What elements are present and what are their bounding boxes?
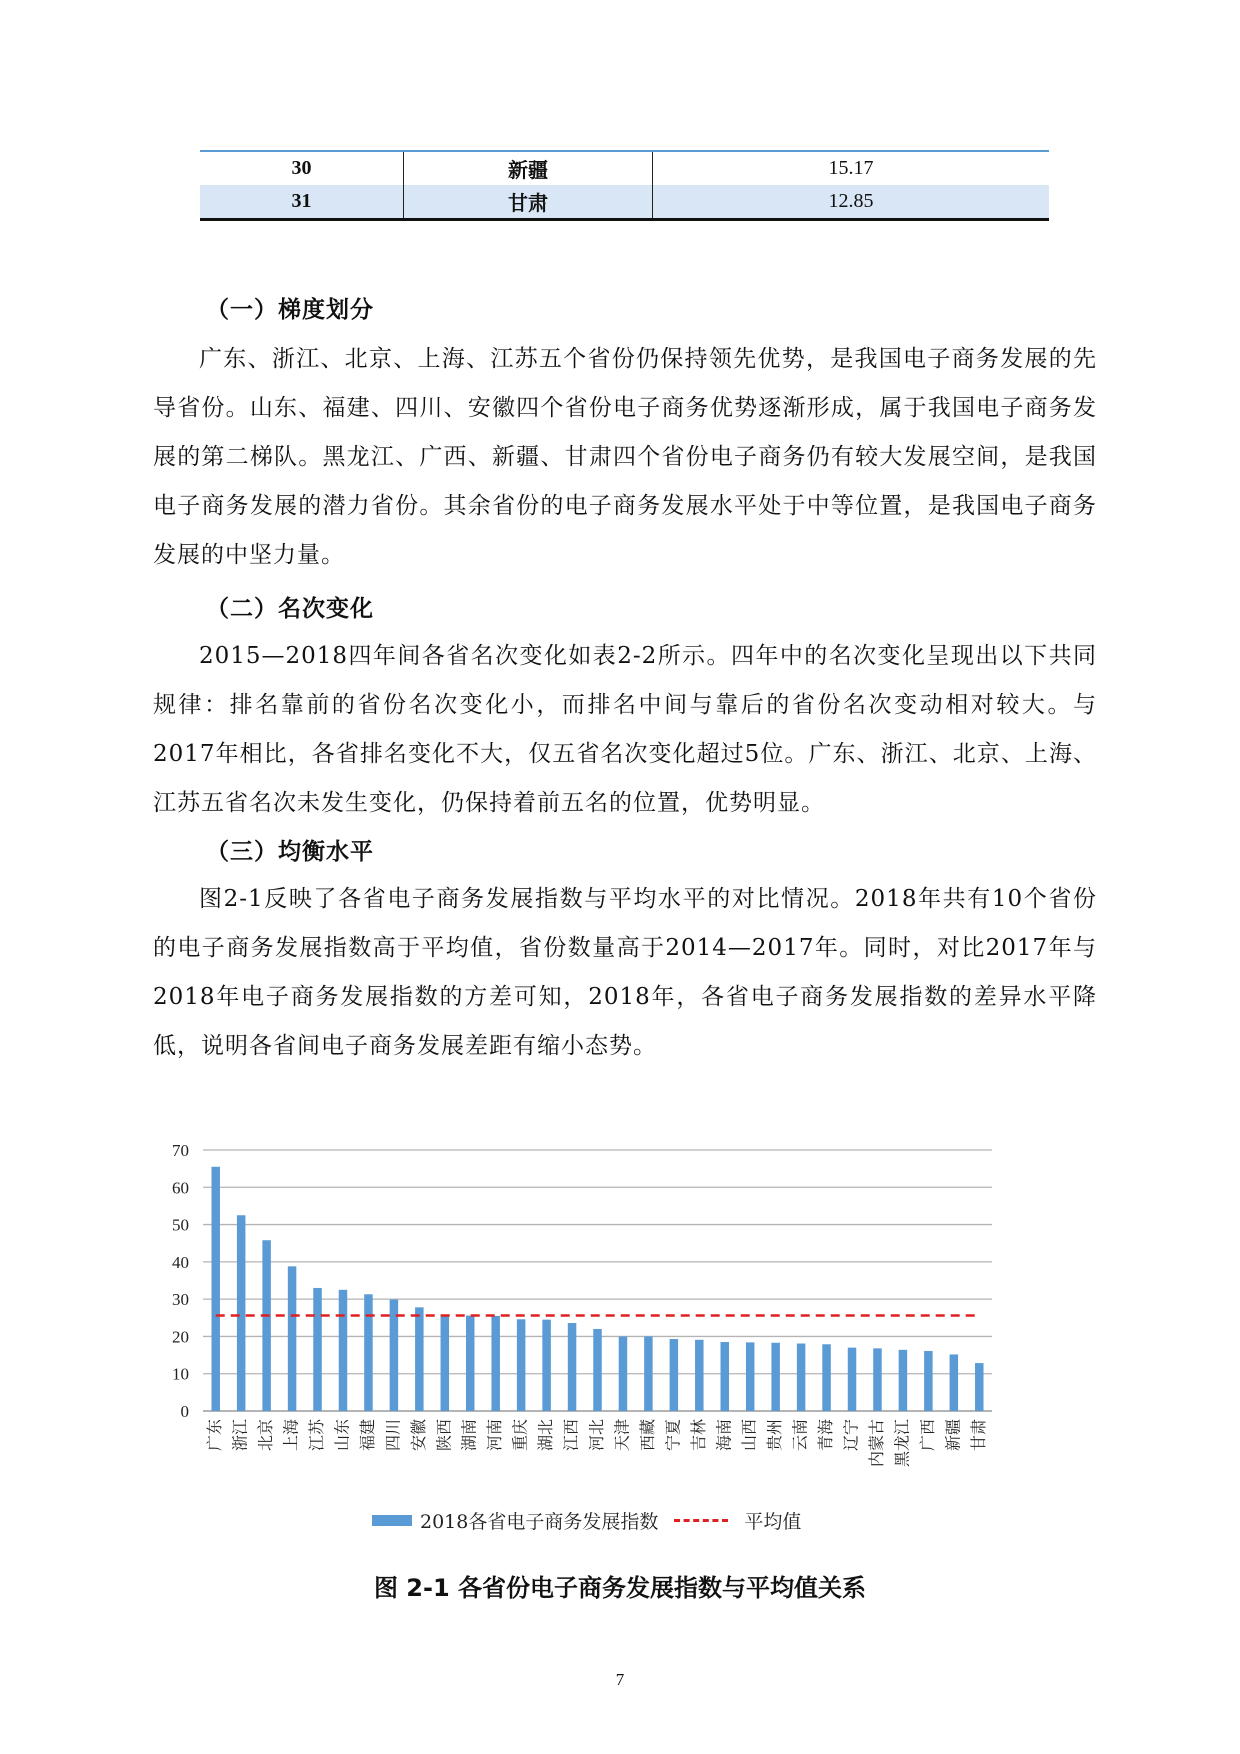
chart-bar [670,1339,679,1411]
section-paragraph-gradient: 广东、浙江、北京、上海、江苏五个省份仍保持领先优势，是我国电子商务发展的先导省份。山东、福建、四川、安徽四个省份电子商务优势逐渐形成，属于我国电子商务发展的第二梯队。黑龙江、广西、新疆、甘肃四个省份电子商务仍有较大发展空间，是我国电子商务发展的潜力省份。其余省份的电子商务发展水平处于中等位置，是我国电子商务发展的中坚力量。 [153,346,1097,568]
chart-bar [619,1336,628,1411]
y-tick-label: 50 [172,1215,189,1235]
legend-average-label: 平均值 [744,1511,802,1533]
y-tick-label: 60 [172,1178,189,1198]
chart-bar [950,1354,959,1411]
x-tick-label: 内蒙古 [866,1419,886,1468]
section-paragraph-balance: 图2-1反映了各省电子商务发展指数与平均水平的对比情况。2018年共有10个省份的电子商务发展指数高于平均值，省份数量高于2014—2017年。同时，对比2017年与2018年电子商务发展指数的方差可知，2018年，各省电子商务发展指数的差异水平降低，说明各省间电子商务发展差距有缩小态势。 [153,886,1097,1059]
x-tick-label: 河南 [485,1419,505,1452]
chart-bar [542,1320,551,1411]
y-tick-label: 20 [172,1327,189,1347]
x-tick-label: 辽宁 [841,1419,861,1452]
chart-bar [288,1266,297,1411]
chart-bar [721,1342,730,1411]
x-tick-label: 河北 [587,1419,606,1452]
x-tick-label: 广东 [205,1419,225,1452]
page-number: 7 [615,1670,625,1689]
chart-bar [822,1344,831,1411]
chart-bar [848,1348,857,1411]
chart-bar [313,1288,322,1411]
chart-bar [364,1294,373,1411]
chart-bar [415,1307,424,1411]
province-cell: 甘肃 [404,185,653,220]
legend-dash-swatch [674,1519,728,1522]
x-tick-label: 贵州 [765,1419,785,1452]
chart-bar [695,1340,704,1411]
section-paragraph-rank-change: 2015—2018四年间各省名次变化如表2-2所示。四年中的名次变化呈现出以下共同规律：排名靠前的省份名次变化小，而排名中间与靠后的省份名次变动相对较大。与2017年相比，各省排名变化不大，仅五省名次变化超过5位。广东、浙江、北京、上海、江苏五省名次未发生变化，仍保持着前五名的位置，优势明显。 [153,643,1097,816]
legend-bar-swatch [372,1515,412,1526]
chart-bar [924,1351,933,1411]
index-bar-chart [150,1125,1030,1555]
x-tick-label: 江苏 [307,1419,327,1452]
value-cell: 12.85 [653,185,1050,220]
x-tick-label: 上海 [281,1419,301,1452]
chart-bar [593,1329,602,1411]
y-tick-label: 30 [172,1290,189,1310]
chart-bar [746,1342,755,1411]
y-tick-label: 0 [180,1402,189,1421]
table-row [200,185,1049,220]
chart-canvas [150,1125,1030,1505]
chart-bar [237,1215,246,1411]
section-heading-rank-change: （二）名次变化 [206,596,374,622]
x-tick-label: 江西 [561,1419,581,1452]
section-heading-balance: （三）均衡水平 [206,839,374,865]
x-tick-label: 北京 [256,1419,276,1452]
figure-caption: 图 2-1 各省份电子商务发展指数与平均值关系 [373,1574,867,1602]
x-tick-label: 浙江 [230,1419,250,1452]
chart-bar [517,1319,526,1411]
x-tick-label: 福建 [357,1419,377,1452]
rank-cell: 31 [200,185,404,220]
chart-bar [771,1343,780,1411]
x-tick-label: 山东 [332,1419,352,1452]
x-tick-label: 陕西 [434,1419,454,1452]
x-tick-label: 黑龙江 [892,1419,912,1468]
x-tick-label: 新疆 [943,1419,963,1452]
chart-bar [644,1336,653,1411]
chart-bar [441,1314,450,1411]
y-tick-label: 70 [172,1141,189,1160]
x-tick-label: 宁夏 [663,1419,683,1452]
table-row [200,151,1049,185]
x-tick-label: 甘肃 [968,1419,988,1452]
ranking-table [200,150,1049,221]
x-tick-label: 湖北 [536,1419,556,1452]
chart-bar [975,1363,984,1411]
x-tick-label: 山西 [739,1419,759,1452]
chart-bar [339,1290,348,1411]
x-tick-label: 四川 [383,1419,403,1452]
legend-bar-label: 2018各省电子商务发展指数 [420,1511,659,1533]
y-tick-label: 10 [172,1364,189,1384]
chart-bar [466,1316,475,1411]
chart-bar [211,1167,220,1411]
rank-cell: 30 [200,151,404,185]
x-tick-label: 重庆 [510,1419,530,1452]
chart-bar [262,1240,271,1411]
x-tick-label: 云南 [790,1419,810,1452]
x-tick-label: 安徽 [408,1419,428,1452]
x-tick-label: 天津 [612,1419,632,1452]
chart-bar [797,1344,806,1411]
x-tick-label: 海南 [714,1419,734,1452]
chart-bar [899,1350,908,1411]
province-cell: 新疆 [404,151,653,185]
x-tick-label: 青海 [816,1419,836,1452]
chart-bar [873,1348,882,1411]
value-cell: 15.17 [653,151,1050,185]
x-tick-label: 湖南 [459,1419,479,1452]
x-tick-label: 吉林 [688,1419,708,1452]
section-heading-gradient: （一）梯度划分 [206,297,374,323]
chart-bar [491,1316,500,1411]
x-tick-label: 西藏 [637,1419,657,1452]
x-tick-label: 广西 [917,1419,937,1452]
chart-legend [372,1507,801,1534]
chart-bar [568,1323,577,1411]
y-tick-label: 40 [172,1252,189,1272]
